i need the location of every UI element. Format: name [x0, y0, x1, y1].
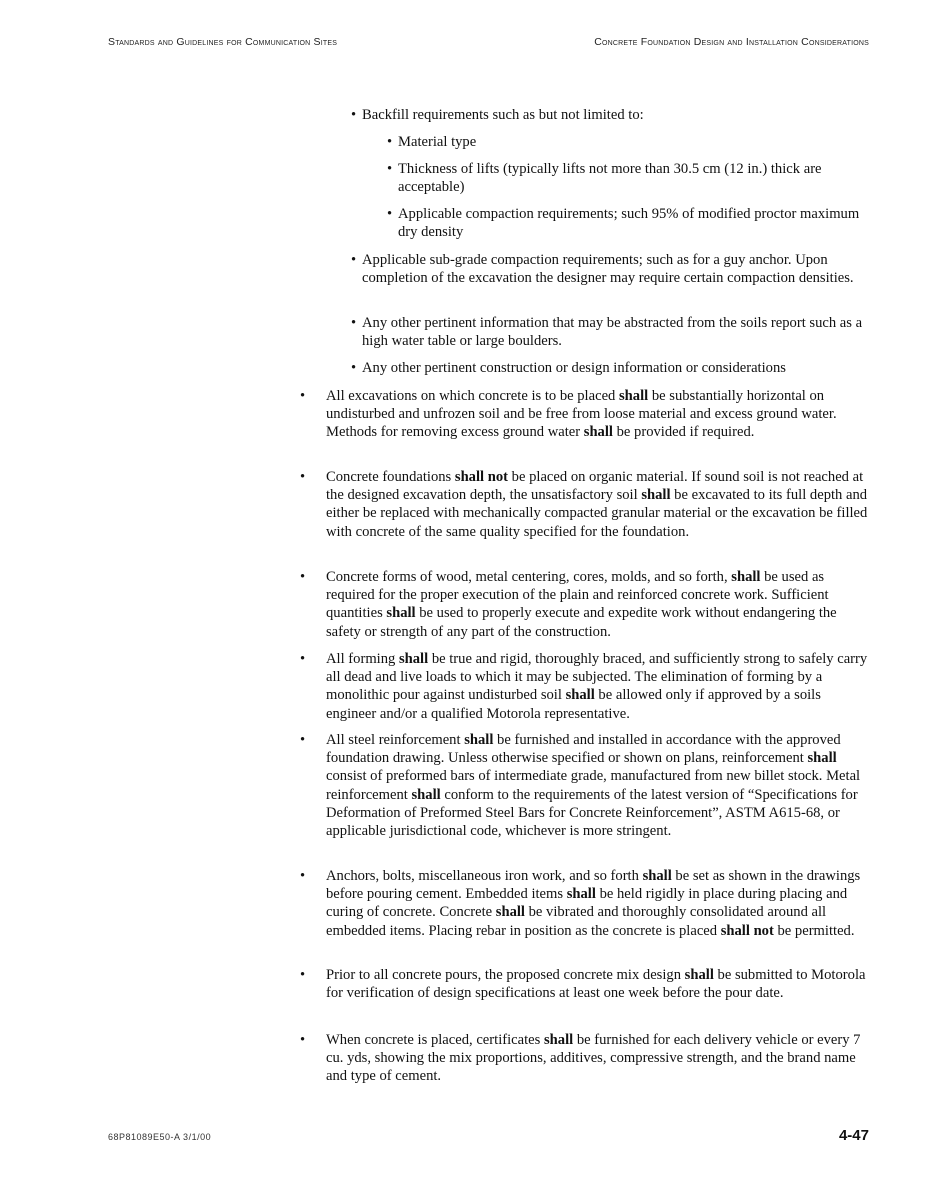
bullet-text: All forming shall be true and rigid, thoroughly braced, and sufficiently strong to safely carry all dead and live loads to which it may be subjected. The elimination of forming by a monolithic pour against undisturbed soil shall be allowed only if approved by a soils engineer and/or a qualified Motorola representative. — [326, 651, 868, 722]
bullet-marker: • — [351, 315, 357, 331]
bullet-text: Anchors, bolts, miscellaneous iron work, and so forth shall be set as shown in the drawings before pouring cement. Embedded items shall be held rigidly in place during placing and curing of concrete. Concrete shall be vibrated and thoroughly consolidated around all embedded items. Placing rebar in position as the concrete is placed shall not be permitted. — [326, 868, 861, 939]
bullet-marker: • — [300, 651, 306, 667]
bullet-marker: • — [300, 469, 306, 485]
sub-sub-bullet-text: Applicable compaction requirements; such 95% of modified proctor maximum dry density — [398, 206, 860, 241]
running-header-right: Concrete Foundation Design and Installation Considerations — [594, 36, 869, 48]
sub-bullet-text: Any other pertinent information that may be abstracted from the soils report such as a high water table or large boulders. — [362, 315, 863, 350]
bullet-certificates — [300, 1031, 874, 1086]
sub-bullet-text: Backfill requirements such as but not limited to: — [362, 107, 644, 123]
sub-sub-bullet-compaction — [387, 205, 874, 241]
bullet-steel-reinforcement — [300, 731, 874, 840]
bullet-mix-design — [300, 966, 874, 1002]
bullet-concrete-forms — [300, 568, 874, 641]
bullet-marker: • — [351, 107, 357, 123]
sub-sub-bullet-material-type — [387, 133, 874, 151]
sub-sub-bullet-text: Material type — [398, 134, 477, 150]
sub-bullet-text: Applicable sub-grade compaction requirements; such as for a guy anchor. Upon completion of the excavation the designer may require certain compaction densities. — [362, 252, 854, 287]
bullet-marker: • — [387, 161, 393, 177]
bullet-text: All excavations on which concrete is to be placed shall be substantially horizontal on undisturbed and unfrozen soil and be free from loose material and excess ground water. Methods for removing excess ground water shall be provided if required. — [326, 388, 837, 441]
bullet-marker: • — [300, 388, 306, 404]
bullet-forming — [300, 650, 874, 723]
running-header-left: Standards and Guidelines for Communication Sites — [108, 36, 338, 48]
bullet-marker: • — [300, 868, 306, 884]
bullet-excavations — [300, 387, 874, 442]
bullet-text: Prior to all concrete pours, the proposed concrete mix design shall be submitted to Motorola for verification of design specifications at least one week before the pour date. — [326, 967, 866, 1002]
bullet-marker: • — [300, 732, 306, 748]
footer-document-id: 68P81089E50-A 3/1/00 — [108, 1132, 212, 1142]
page-number: 4-47 — [838, 1127, 869, 1144]
bullet-marker: • — [300, 1032, 306, 1048]
bullet-text: Concrete forms of wood, metal centering, cores, molds, and so forth, shall be used as required for the proper execution of the plain and reinforced concrete work. Sufficient quantities shall be used to properly execute and expedite work without endangering the safety or strength of any part of the construction. — [326, 569, 837, 640]
sub-bullet-subgrade — [351, 251, 874, 287]
bullet-text: When concrete is placed, certificates shall be furnished for each delivery vehicle or every 7 cu. yds, showing the mix proportions, additives, compressive strength, and the brand name and type of cement. — [326, 1032, 861, 1085]
bullet-marker: • — [300, 967, 306, 983]
bullet-marker: • — [351, 252, 357, 268]
sub-bullet-text: Any other pertinent construction or design information or considerations — [362, 360, 786, 376]
sub-sub-bullet-text: Thickness of lifts (typically lifts not more than 30.5 cm (12 in.) thick are acceptable) — [398, 161, 822, 196]
sub-bullet-backfill — [351, 106, 874, 124]
bullet-organic-material — [300, 468, 874, 541]
bullet-marker: • — [387, 134, 393, 150]
sub-sub-bullet-thickness — [387, 160, 874, 196]
sub-bullet-soils-report — [351, 314, 874, 350]
bullet-text: All steel reinforcement shall be furnished and installed in accordance with the approved foundation drawing. Unless otherwise specified or shown on plans, reinforcement shall consist of preformed bars of intermediate grade, manufactured from new billet stock. Metal reinforcement shall conform to the requirements of the latest version of “Specifications for Deformation of Preformed Steel Bars for Concrete Reinforcement”, ASTM A615-68, or applicable jurisdictional code, whichever is more stringent. — [326, 732, 861, 840]
bullet-marker: • — [387, 206, 393, 222]
bullet-anchors-bolts — [300, 867, 874, 940]
bullet-marker: • — [300, 569, 306, 585]
sub-bullet-other-construction — [351, 359, 874, 377]
bullet-marker: • — [351, 360, 357, 376]
bullet-text: Concrete foundations shall not be placed on organic material. If sound soil is not reached at the designed excavation depth, the unsatisfactory soil shall be excavated to its full depth and either be replaced with mechanically compacted granular material or the excavation be filled with concrete of the same quality specified for the foundation. — [326, 469, 868, 540]
